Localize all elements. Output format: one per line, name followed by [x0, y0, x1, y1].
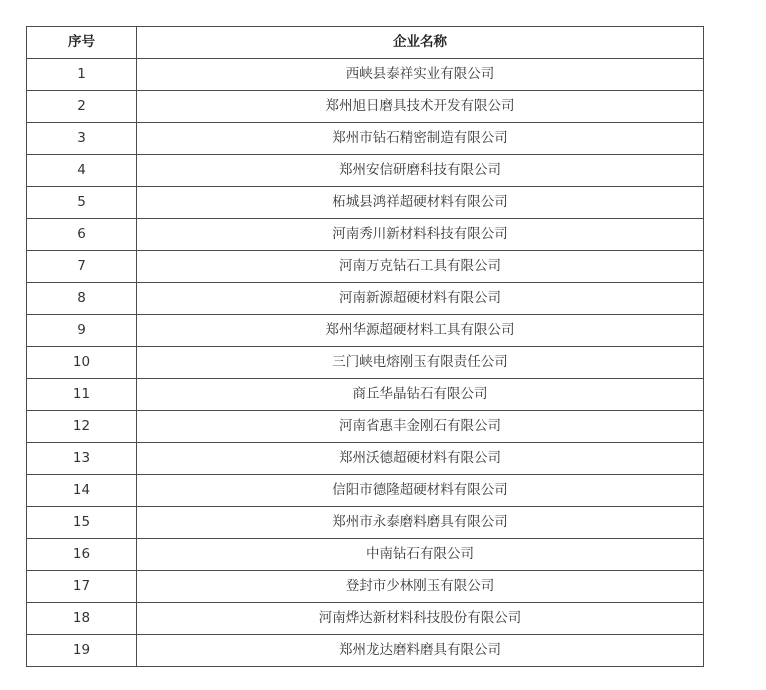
serial-number-cell: 10 — [27, 347, 137, 379]
table-row — [27, 571, 704, 603]
enterprise-name-cell: 柘城县鸿祥超硬材料有限公司 — [137, 187, 704, 219]
enterprise-name-cell: 河南新源超硬材料有限公司 — [137, 283, 704, 315]
serial-number-cell: 15 — [27, 507, 137, 539]
serial-number-cell: 2 — [27, 91, 137, 123]
serial-number-cell: 12 — [27, 411, 137, 443]
table-row — [27, 347, 704, 379]
table-row — [27, 411, 704, 443]
table-row — [27, 635, 704, 667]
serial-number-cell: 13 — [27, 443, 137, 475]
serial-number-cell: 3 — [27, 123, 137, 155]
enterprise-name-cell: 商丘华晶钻石有限公司 — [137, 379, 704, 411]
enterprise-name-cell: 郑州市永泰磨料磨具有限公司 — [137, 507, 704, 539]
table-row — [27, 155, 704, 187]
header-enterprise-name: 企业名称 — [137, 27, 704, 59]
enterprise-name-cell: 郑州安信研磨科技有限公司 — [137, 155, 704, 187]
enterprise-name-cell: 河南秀川新材料科技有限公司 — [137, 219, 704, 251]
table-row — [27, 443, 704, 475]
enterprise-name-cell: 三门峡电熔刚玉有限责任公司 — [137, 347, 704, 379]
header-row — [27, 27, 704, 59]
enterprise-name-cell: 河南万克钻石工具有限公司 — [137, 251, 704, 283]
enterprise-name-cell: 信阳市德隆超硬材料有限公司 — [137, 475, 704, 507]
table-row — [27, 507, 704, 539]
serial-number-cell: 19 — [27, 635, 137, 667]
enterprise-name-cell: 郑州旭日磨具技术开发有限公司 — [137, 91, 704, 123]
serial-number-cell: 14 — [27, 475, 137, 507]
enterprise-name-cell: 河南省惠丰金刚石有限公司 — [137, 411, 704, 443]
table-row — [27, 187, 704, 219]
enterprise-name-cell: 河南烨达新材料科技股份有限公司 — [137, 603, 704, 635]
enterprise-name-cell: 郑州华源超硬材料工具有限公司 — [137, 315, 704, 347]
enterprise-name-cell: 中南钻石有限公司 — [137, 539, 704, 571]
table-row — [27, 379, 704, 411]
serial-number-cell: 17 — [27, 571, 137, 603]
table-row — [27, 91, 704, 123]
serial-number-cell: 16 — [27, 539, 137, 571]
enterprise-table — [26, 26, 704, 667]
serial-number-cell: 11 — [27, 379, 137, 411]
serial-number-cell: 18 — [27, 603, 137, 635]
table-row — [27, 251, 704, 283]
table-row — [27, 315, 704, 347]
table-body — [27, 59, 704, 667]
serial-number-cell: 9 — [27, 315, 137, 347]
enterprise-name-cell: 登封市少林刚玉有限公司 — [137, 571, 704, 603]
serial-number-cell: 7 — [27, 251, 137, 283]
serial-number-cell: 8 — [27, 283, 137, 315]
table-row — [27, 283, 704, 315]
table-row — [27, 59, 704, 91]
serial-number-cell: 4 — [27, 155, 137, 187]
table-header — [27, 27, 704, 59]
enterprise-name-cell: 郑州龙达磨料磨具有限公司 — [137, 635, 704, 667]
table-row — [27, 539, 704, 571]
serial-number-cell: 6 — [27, 219, 137, 251]
table-row — [27, 475, 704, 507]
enterprise-name-cell: 郑州沃德超硬材料有限公司 — [137, 443, 704, 475]
enterprise-name-cell: 西峡县泰祥实业有限公司 — [137, 59, 704, 91]
table-row — [27, 219, 704, 251]
table-row — [27, 123, 704, 155]
table-row — [27, 603, 704, 635]
serial-number-cell: 5 — [27, 187, 137, 219]
serial-number-cell: 1 — [27, 59, 137, 91]
header-serial-number: 序号 — [27, 27, 137, 59]
enterprise-table-container — [26, 26, 703, 667]
enterprise-name-cell: 郑州市钻石精密制造有限公司 — [137, 123, 704, 155]
